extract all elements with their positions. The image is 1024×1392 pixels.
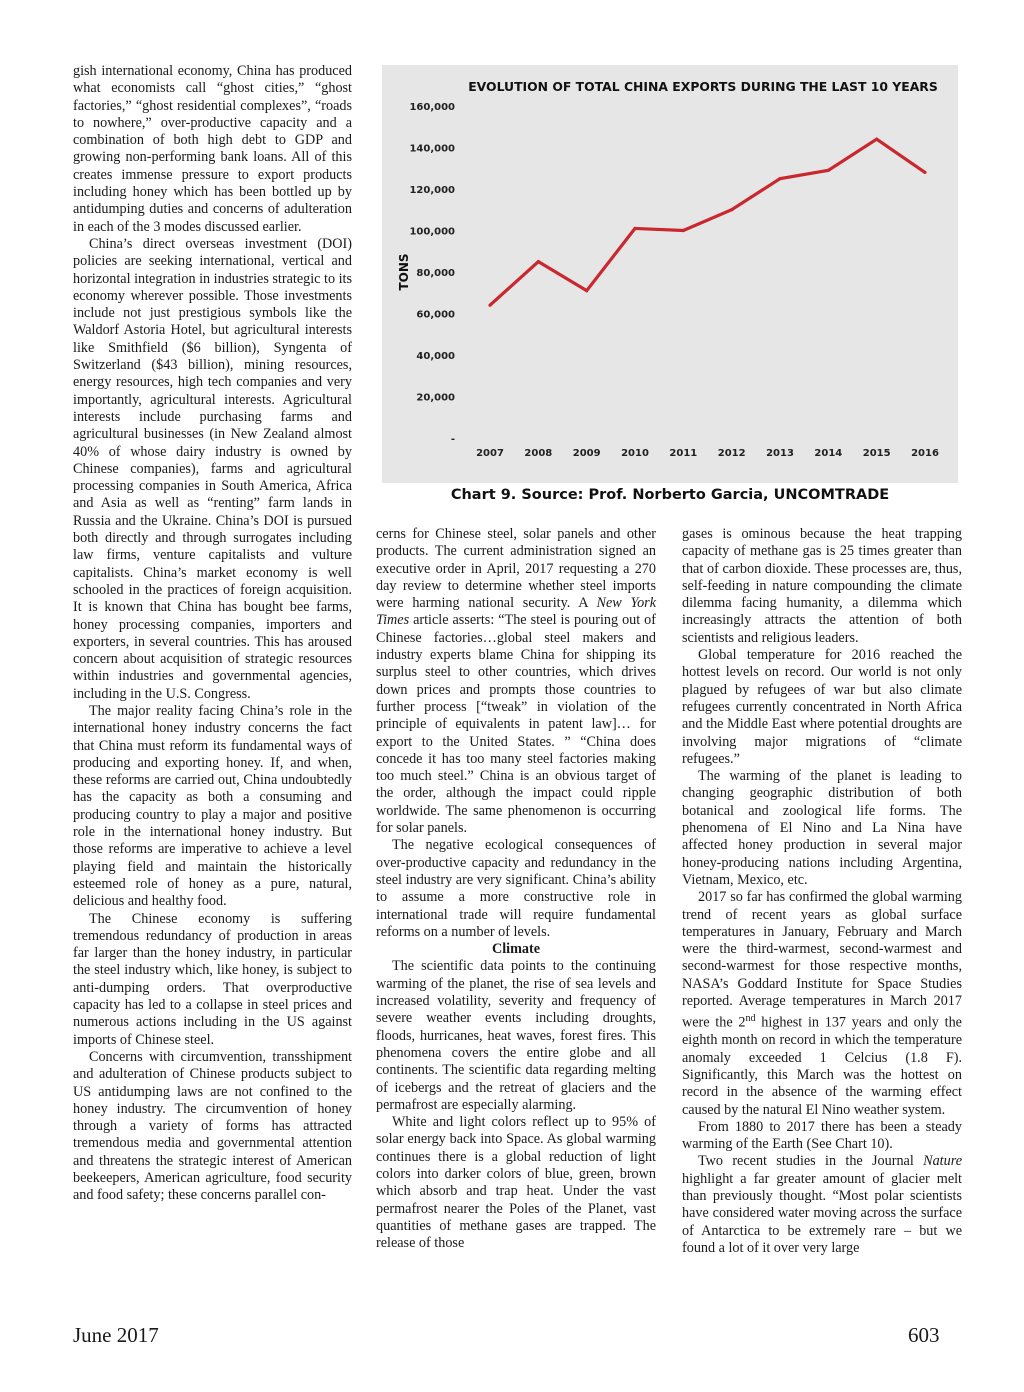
data-point-2015 [875, 138, 878, 141]
data-point-2014 [827, 169, 830, 172]
paragraph: gish international economy, China has produced what economists call “ghost cities,” “ghost factories,” “ghost residential complexes”, “roads to nowhere,” over-productive capacity and a combination of both high debt to GDP and growing non-performing bank loans. All of this creates immense pressure to export products including honey which has been bottled up by antidumping duties and concerns of adulteration in each of the 3 modes discussed earlier. [73, 63, 352, 235]
x-tick-label: 2011 [669, 448, 698, 459]
x-tick-label: 2009 [572, 448, 601, 459]
text-run: article asserts: “The steel is pouring out of Chinese factories…global steel makers and industry experts blame China for shipping its surplus steel to other countries, which drives down prices and prompts those countries to further process [“tweak” in violation of the principle of equivalents in patent law]… for export to the United States. ” “China does concede it has too many steel factories making too much steel.” China is an obvious target of the order, although the impact could ripple worldwide. The same phenomenon is occurring for solar panels. [376, 612, 656, 837]
column-left [73, 63, 352, 1205]
y-tick-label: 160,000 [409, 102, 455, 113]
data-point-2009 [585, 289, 588, 292]
paragraph: Concerns with circumvention, transshipment and adulteration of Chinese products subject to US antidumping laws are not confined to the honey industry. The circumvention of honey through a variety of forms has attracted tremendous media and governmental attention and threatens the strategic interest of American beekeepers, American agriculture, food security and food safety; these concerns parallel con- [73, 1048, 352, 1204]
data-point-2016 [923, 171, 926, 174]
x-tick-label: 2012 [717, 448, 746, 459]
page-number: 603 [908, 1323, 940, 1347]
x-tick-label: 2016 [911, 448, 939, 459]
paragraph: The major reality facing China’s role in the international honey industry concerns the fact that China must reform its fundamental ways of producing and exporting honey. If, and when, these reforms are carried out, China undoubtedly has the capacity as both a consuming and producing country to play a major and positive role in the international honey industry. But those reforms are imperative to achieve a level playing field and maintain the historically esteemed role of honey as a pure, natural, delicious and healthy food. [73, 702, 352, 910]
data-point-2007 [488, 304, 491, 307]
text-run: highest in 137 years and only the eighth month on record in which the temperature anomaly exceeded 1 Celcius (1.8 F). Significantly, this March was the hottest on record in the absence of the warming effect caused by the natural El Nino weather system. [682, 1015, 962, 1118]
y-tick-label: 80,000 [416, 268, 455, 279]
data-point-2012 [730, 208, 733, 211]
paragraph: gases is ominous because the heat trapping capacity of methane gas is 25 times greater than that of carbon dioxide. These processes are, thus, self-feeding in nature compounding the climate dilemma facing humanity, a dilemma which increasingly attracts the attention of both scientists and religious leaders. [682, 526, 962, 646]
chart-9 [382, 65, 958, 483]
data-point-2010 [633, 227, 636, 230]
paragraph: Global temperature for 2016 reached the hottest levels on record. Our world is not only plagued by refugees of war but also climate refugees currently concentrated in North Africa and the Middle East where potential droughts are involving major migrations of “climate refugees.” [682, 647, 962, 767]
x-tick-label: 2007 [476, 448, 504, 459]
paragraph: The Chinese economy is suffering tremendous redundancy of production in areas far larger than the honey industry, in particular the steel industry which, like honey, is subject to anti-dumping orders. That overproductive capacity has led to a collapse in steel prices and numerous actions including in the US against imports of Chinese steel. [73, 910, 352, 1048]
x-tick-label: 2013 [766, 448, 794, 459]
paragraph: China’s direct overseas investment (DOI) policies are seeking international, vertical and horizontal integration in industries strategic to its economy wherever possible. Those investments include not just prestigious symbols like the Waldorf Astoria Hotel, but agricultural interests like Smithfield ($6 billion), Syngenta of Switzerland ($43 billion), mining resources, energy resources, high tech companies and very importantly, agricultural interests. Agricultural interests include purchasing farms and agricultural businesses (in New Zealand almost 40% of whose dairy industry is owned by Chinese companies), farms and agricultural processing companies in South America, Africa and Asia as well as “renting” farm lands in Russia and the Ukraine. China’s DOI is pursued both directly and through surrogates including law firms, venture capitalists and vulture capitalists. China’s market economy is well schooled in the practices of foreign acquisition. It is known that China has bought bee farms, honey processing companies, importers and exporters, in several countries. This has aroused concern about acquisition of strategic resources within industries and governmental agencies, including in the U.S. Congress. [73, 235, 352, 702]
y-tick-label: 20,000 [416, 392, 455, 404]
y-axis-label: TONS [397, 253, 411, 291]
paragraph [682, 889, 962, 1119]
x-tick-label: 2008 [524, 448, 553, 459]
y-tick-label: 100,000 [409, 226, 455, 238]
x-tick-label: 2010 [621, 448, 649, 459]
x-tick-label: 2014 [814, 448, 843, 459]
column-middle [376, 526, 656, 1252]
paragraph [682, 1153, 962, 1257]
chart-background [382, 65, 958, 483]
superscript: nd [745, 1013, 756, 1025]
data-point-2008 [537, 260, 540, 263]
y-tick-label: 140,000 [409, 143, 455, 155]
text-run: Two recent studies in the Journal [698, 1153, 924, 1170]
italic-title: New York Times [376, 595, 656, 629]
chart-caption: Chart 9. Source: Prof. Norberto Garcia, UNCOMTRADE [450, 487, 890, 503]
data-point-2013 [778, 177, 781, 180]
text-run: 2017 so far has confirmed the global warming trend of recent years as global surface temperatures in January, February and March were the third-warmest, second-warmest and second-warmest for those respective months, NASA’s Goddard Institute for Space Studies reported. Average temperatures in March 2017 were the 2 [682, 889, 962, 1032]
x-tick-label: 2015 [862, 448, 891, 459]
italic-title: Nature [923, 1153, 962, 1170]
paragraph: The warming of the planet is leading to changing geographic distribution of both botanical and zoological life forms. The phenomena of El Nino and La Nina have affected honey production in several major honey-producing nations including Argentina, Vietnam, Mexico, etc. [682, 768, 962, 888]
paragraph [376, 526, 656, 837]
y-tick-label: 60,000 [416, 309, 455, 321]
column-right [682, 526, 962, 1257]
chart-title: EVOLUTION OF TOTAL CHINA EXPORTS DURING THE LAST 10 YEARS [468, 79, 938, 94]
section-heading-climate: Climate [491, 941, 541, 958]
chart-svg [382, 65, 958, 483]
paragraph: White and light colors reflect up to 95% of solar energy back into Space. As global warming continues there is a global reduction of light colors into darker colors of blue, green, brown which absorb and trap heat. Under the vast permafrost nearer the Poles of the Planet, vast quantities of methane gases are trapped. The release of those [376, 1114, 656, 1252]
paragraph: The scientific data points to the continuing warming of the planet, the rise of sea levels and increased volatility, severity and frequency of severe weather events including droughts, floods, hurricanes, heat waves, forest fires. This phenomena covers the entire globe and all continents. The scientific data regarding melting of icebergs and the retreat of glaciers and the permafrost are especially alarming. [376, 958, 656, 1113]
y-tick-label: 40,000 [416, 351, 455, 362]
data-point-2011 [682, 229, 685, 232]
text-run: highlight a far greater amount of glacier melt than previously thought. “Most polar scientists have considered water moving across the surface of Antarctica to be extremely rare – but we found a lot of it over very large [682, 1170, 962, 1256]
footer-date: June 2017 [73, 1323, 159, 1347]
y-tick-label: 120,000 [409, 185, 455, 196]
paragraph: From 1880 to 2017 there has been a steady warming of the Earth (See Chart 10). [682, 1118, 962, 1153]
text-run: cerns for Chinese steel, solar panels and other products. The current administration signed an executive order in April, 2017 requesting a 270 day review to determine whether steel imports were harming national security. A [376, 526, 656, 612]
y-tick-label: - [450, 434, 455, 445]
paragraph: The negative ecological consequences of over-productive capacity and redundancy in the steel industry are very significant. China’s ability to assume a more constructive role in international trade will require fundamental reforms on a number of levels. [376, 837, 656, 940]
